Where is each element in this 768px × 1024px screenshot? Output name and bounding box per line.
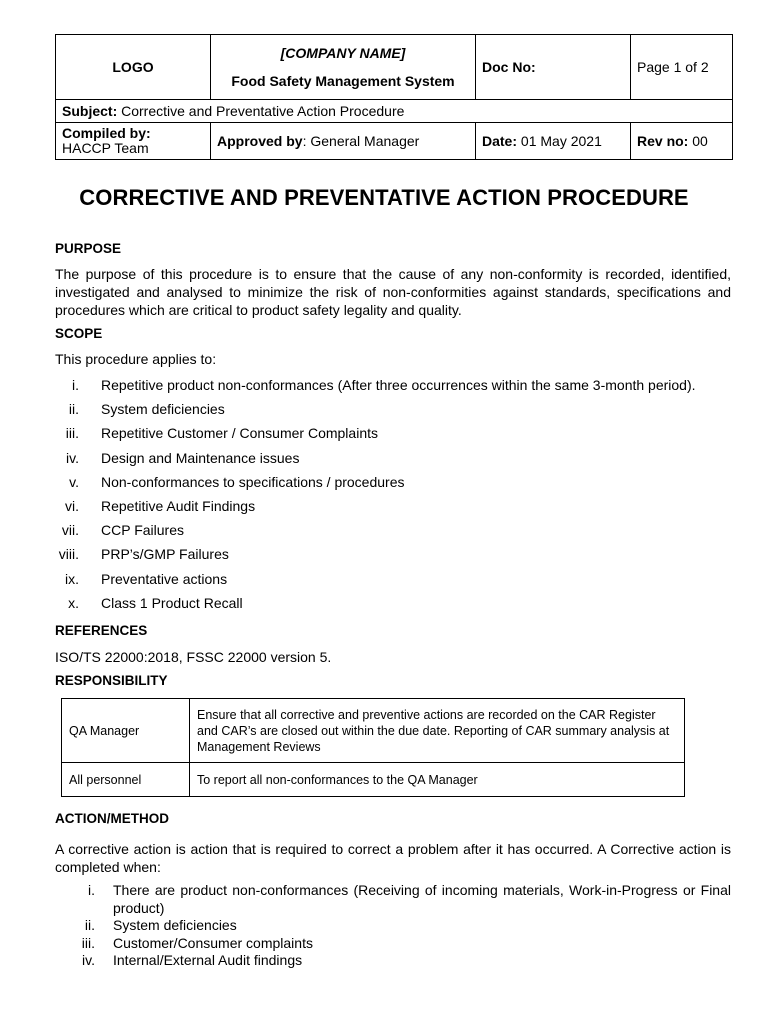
list-item — [55, 570, 735, 594]
list-text: Design and Maintenance issues — [101, 449, 300, 466]
list-text: Internal/External Audit findings — [113, 952, 303, 968]
list-number: x. — [68, 594, 79, 611]
list-number: ii. — [84, 917, 95, 933]
list-number: i. — [72, 377, 79, 393]
page-number: Page 1 of 2 — [637, 59, 709, 75]
list-number: ii. — [68, 401, 79, 418]
purpose-heading: PURPOSE — [55, 241, 122, 256]
list-number: ix. — [65, 570, 79, 587]
list-text: Repetitive Audit Findings — [101, 497, 256, 514]
list-number: vii. — [61, 522, 79, 539]
action-text: A corrective action is action that is required to correct a problem after it has occurred. A Corrective action is completed when: — [55, 841, 731, 875]
document-header-table — [55, 34, 733, 160]
page-title: CORRECTIVE AND PREVENTATIVE ACTION PROCEDURE — [79, 185, 689, 210]
scope-heading: SCOPE — [55, 326, 103, 341]
company-name: [COMPANY NAME] — [280, 45, 406, 61]
logo-cell — [56, 35, 211, 100]
list-text: Customer/Consumer complaints — [113, 934, 313, 951]
list-item — [55, 545, 735, 569]
references-heading: REFERENCES — [55, 623, 148, 638]
list-number: v. — [69, 473, 79, 490]
date-label: Date: — [482, 133, 518, 149]
responsibility-heading: RESPONSIBILITY — [55, 673, 168, 688]
approved-value: : General Manager — [302, 133, 420, 149]
compiled-value: HACCP Team — [62, 140, 149, 156]
date-value: 01 May 2021 — [520, 133, 602, 149]
subject-cell — [56, 100, 733, 123]
list-item — [55, 449, 735, 473]
approved-label: Approved by — [217, 133, 303, 149]
list-item — [55, 400, 735, 424]
doc-no-cell — [476, 35, 631, 100]
subject-value: Corrective and Preventative Action Procedure — [121, 103, 405, 119]
list-number: iii. — [81, 934, 95, 951]
list-item — [55, 917, 731, 935]
list-text: PRP’s/GMP Failures — [101, 546, 229, 563]
list-number: iv. — [82, 952, 95, 968]
list-text: Preventative actions — [101, 570, 228, 587]
list-item — [55, 376, 735, 400]
table-row — [62, 763, 685, 797]
list-item — [55, 935, 731, 953]
list-item — [55, 473, 735, 497]
scope-intro: This procedure applies to: — [55, 351, 217, 367]
action-list — [55, 882, 731, 970]
list-text: System deficiencies — [113, 917, 237, 933]
rev-value: 00 — [692, 133, 708, 149]
list-item — [55, 497, 735, 521]
company-cell — [211, 35, 476, 100]
list-text: Repetitive Customer / Consumer Complaints — [101, 425, 378, 442]
rev-label: Rev no: — [637, 133, 689, 149]
list-item — [55, 424, 735, 448]
duty-cell: Ensure that all corrective and preventive actions are recorded on the CAR Register and CAR’s are closed out within the due date. Reporting of CAR summary analysis at Management Reviews — [190, 699, 685, 763]
system-name: Food Safety Management System — [231, 73, 455, 89]
list-text: There are product non-conformances (Receiving of incoming materials, Work-in-Progress or Final product) — [113, 882, 731, 916]
doc-no-label: Doc No: — [482, 59, 536, 75]
references-text: ISO/TS 22000:2018, FSSC 22000 version 5. — [55, 649, 332, 665]
list-number: i. — [88, 882, 95, 898]
duty-cell: To report all non-conformances to the QA Manager — [190, 763, 685, 797]
compiled-cell — [56, 123, 211, 160]
logo-placeholder: LOGO — [112, 59, 154, 75]
role-cell: All personnel — [62, 763, 190, 797]
purpose-text: The purpose of this procedure is to ensure that the cause of any non-conformity is recorded, identified, investigated and analysed to minimize the risk of non-conformities against standards, specifications and procedures which are critical to product safety legality and quality. — [55, 266, 731, 318]
responsibility-table — [61, 698, 685, 797]
date-cell — [476, 123, 631, 160]
list-item — [55, 882, 731, 917]
list-text: Class 1 Product Recall — [101, 594, 243, 611]
rev-cell — [631, 123, 733, 160]
list-number: vi. — [65, 497, 79, 514]
list-text: System deficiencies — [101, 401, 225, 418]
subject-label: Subject: — [62, 103, 118, 119]
list-item — [55, 521, 735, 545]
table-row — [62, 699, 685, 763]
action-heading: ACTION/METHOD — [55, 811, 169, 826]
list-number: iii. — [65, 425, 79, 442]
list-number: viii. — [58, 546, 79, 563]
list-text: CCP Failures — [101, 522, 184, 539]
page-number-cell — [631, 35, 733, 100]
list-number: iv. — [66, 449, 79, 466]
compiled-label: Compiled by: — [62, 125, 151, 141]
list-text: Repetitive product non-conformances (After three occurrences within the same 3-month period). — [101, 377, 696, 393]
role-cell: QA Manager — [62, 699, 190, 763]
list-text: Non-conformances to specifications / procedures — [101, 473, 405, 490]
list-item — [55, 594, 735, 618]
scope-list — [55, 376, 735, 618]
list-item — [55, 952, 731, 970]
approved-cell — [211, 123, 476, 160]
